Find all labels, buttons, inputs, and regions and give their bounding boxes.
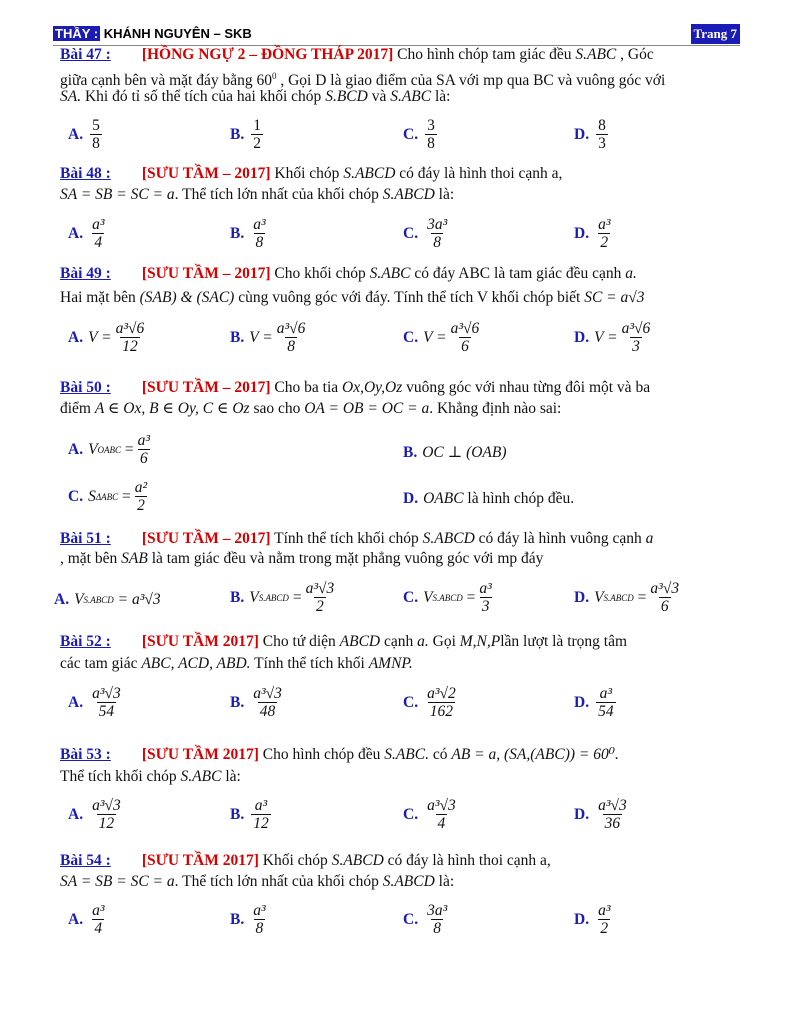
option-d[interactable]: D. OABC là hình chóp đều. — [403, 490, 575, 507]
option-b[interactable]: B. $\frac{\text{a³√3}}{48}$ — [230, 685, 282, 720]
question-number: Bài 51 : — [60, 530, 111, 547]
option-b[interactable]: B. $\frac{1}{2}$ — [230, 117, 261, 152]
option-d[interactable]: D. $\frac{\text{a³}}{2}$ — [574, 902, 611, 937]
option-c[interactable]: C. V = $\frac{\text{a³√6}}{6}$ — [403, 320, 480, 355]
question-number: Bài 47 : — [60, 46, 111, 63]
option-c[interactable]: C. $\frac{\text{a³√2}}{162}$ — [403, 685, 456, 720]
question-source: [HỒNG NGỰ 2 – ĐỒNG THÁP 2017] — [141, 46, 394, 63]
option-d[interactable]: D. $\frac{\text{a³√3}}{36}$ — [574, 797, 627, 832]
question-source: [SƯU TẦM 2017] — [141, 633, 259, 650]
option-a[interactable]: A. V OABC = $\frac{\text{a³}}{6}$ — [68, 432, 151, 467]
option-a[interactable]: A. $\frac{\text{a³√3}}{12}$ — [68, 797, 121, 832]
option-d[interactable]: D. $\frac{\text{a³}}{54}$ — [574, 685, 614, 720]
question-number: Bài 53 : — [60, 746, 111, 763]
question-number: Bài 52 : — [60, 633, 111, 650]
option-b[interactable]: B. OC ⊥ (OAB) — [403, 443, 507, 461]
option-c[interactable]: C. $\frac{\text{3a³}}{8}$ — [403, 216, 448, 251]
option-b[interactable]: B. $\frac{\text{a³}}{12}$ — [230, 797, 269, 832]
question-source: [SƯU TẦM 2017] — [141, 746, 259, 763]
question-number: Bài 49 : — [60, 265, 111, 282]
option-d[interactable]: D. $\frac{8}{3}$ — [574, 117, 606, 152]
header-author: THẦY : KHÁNH NGUYÊN – SKB — [55, 26, 252, 41]
question-source: [SƯU TẦM – 2017] — [141, 165, 271, 182]
option-a[interactable]: A. $\frac{5}{8}$ — [68, 117, 100, 152]
page-header — [53, 24, 740, 44]
option-c[interactable]: C. $\frac{\text{3a³}}{8}$ — [403, 902, 448, 937]
option-c[interactable]: C. V S.ABCD = $\frac{\text{a³}}{3}$ — [403, 580, 492, 615]
option-c[interactable]: C. S ΔABC = $\frac{\text{a²}}{2}$ — [68, 479, 148, 514]
question-source: [SƯU TẦM – 2017] — [141, 265, 271, 282]
option-d[interactable]: D. V = $\frac{\text{a³√6}}{3}$ — [574, 320, 651, 355]
question-number: Bài 50 : — [60, 379, 111, 396]
question-number: Bài 54 : — [60, 852, 111, 869]
option-a[interactable]: A. V = $\frac{\text{a³√6}}{12}$ — [68, 320, 145, 355]
option-b[interactable]: B. $\frac{\text{a³}}{8}$ — [230, 216, 266, 251]
option-a[interactable]: A. $\frac{\text{a³√3}}{54}$ — [68, 685, 121, 720]
option-d[interactable]: D. V S.ABCD = $\frac{\text{a³√3}}{6}$ — [574, 580, 680, 615]
page-number: Trang 7 — [691, 24, 740, 44]
question-number: Bài 48 : — [60, 165, 111, 182]
option-d[interactable]: D. $\frac{\text{a³}}{2}$ — [574, 216, 611, 251]
question-source: [SƯU TẦM – 2017] — [141, 379, 271, 396]
option-c[interactable]: C. $\frac{\text{a³√3}}{4}$ — [403, 797, 456, 832]
option-b[interactable]: B. $\frac{\text{a³}}{8}$ — [230, 902, 266, 937]
question-source: [SƯU TẦM 2017] — [141, 852, 259, 869]
option-a[interactable]: A. V S.ABCD = a³√3 — [54, 591, 161, 608]
question-source: [SƯU TẦM – 2017] — [141, 530, 271, 547]
option-b[interactable]: B. V = $\frac{\text{a³√6}}{8}$ — [230, 320, 306, 355]
option-a[interactable]: A. $\frac{\text{a³}}{4}$ — [68, 216, 105, 251]
option-a[interactable]: A. $\frac{\text{a³}}{4}$ — [68, 902, 105, 937]
option-c[interactable]: C. $\frac{3}{8}$ — [403, 117, 435, 152]
option-b[interactable]: B. V S.ABCD = $\frac{\text{a³√3}}{2}$ — [230, 580, 335, 615]
